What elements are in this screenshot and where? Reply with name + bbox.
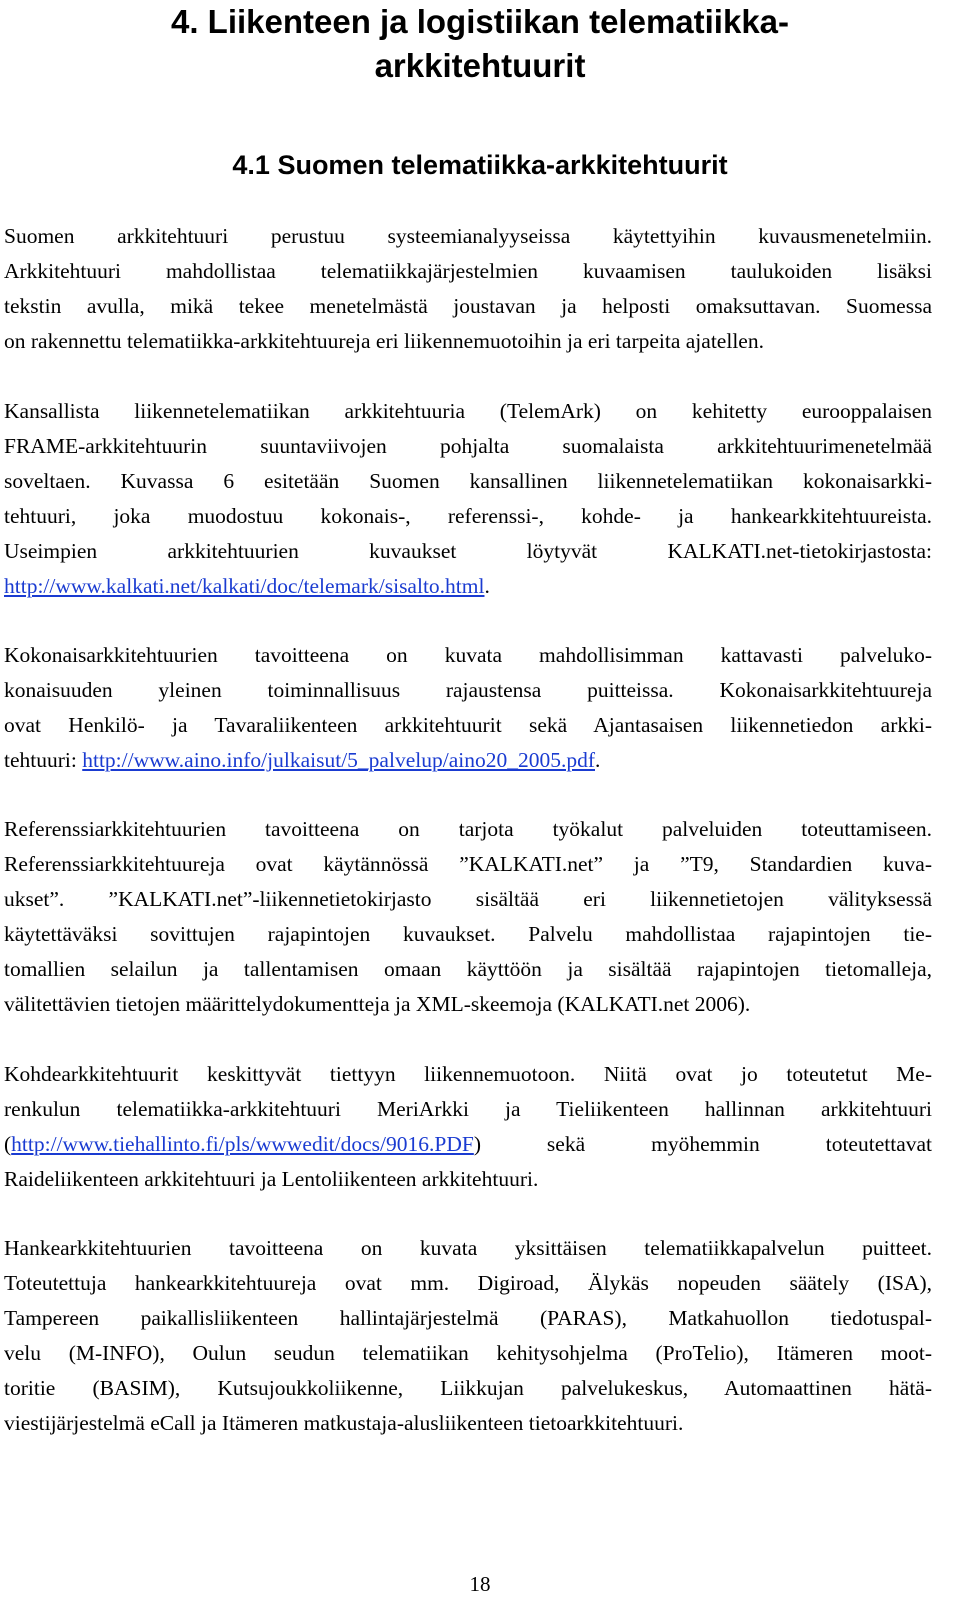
aino-link[interactable]: http://www.aino.info/julkaisut/5_palvelup/aino20_2005.pdf	[82, 748, 595, 772]
text-line	[4, 743, 932, 778]
text-line: käytettäväksi sovittujen rajapintojen kuvaukset. Palvelu mahdollistaa rajapintojen tie-	[4, 922, 932, 946]
paragraph-telemark	[4, 394, 932, 604]
text-line: renkulun telematiikka-arkkitehtuuri MeriArkki ja Tieliikenteen hallinnan arkkitehtuuri	[4, 1097, 932, 1121]
paragraph-target-architecture	[4, 1057, 932, 1197]
text-fragment: .	[595, 748, 601, 772]
text-line: on rakennettu telematiikka-arkkitehtuureja eri liikennemuotoihin ja eri tarpeita ajatellen.	[4, 329, 764, 353]
text-line: konaisuuden yleinen toiminnallisuus rajaustensa puitteissa. Kokonaisarkkitehtuureja	[4, 678, 932, 702]
kalkati-link[interactable]: http://www.kalkati.net/kalkati/doc/telemark/sisalto.html	[4, 574, 485, 598]
text-line	[4, 569, 932, 604]
text-line: soveltaen. Kuvassa 6 esitetään Suomen kansallinen liikennetelematiikan kokonaisarkki-	[4, 469, 932, 493]
text-line: Referenssiarkkitehtuurien tavoitteena on tarjota työkalut palveluiden toteuttamiseen.	[4, 817, 932, 841]
text-line: Kohdearkkitehtuurit keskittyvät tiettyyn liikennemuotoon. Niitä ovat jo toteutetut Me-	[4, 1062, 932, 1086]
paragraph-overall-architecture	[4, 638, 932, 778]
tiehallinto-link[interactable]: http://www.tiehallinto.fi/pls/wwwedit/docs/9016.PDF	[11, 1132, 474, 1156]
text-line: Toteutettuja hankearkkitehtuureja ovat mm. Digiroad, Älykäs nopeuden säätely (ISA),	[4, 1271, 932, 1295]
text-line: Kokonaisarkkitehtuurien tavoitteena on kuvata mahdollisimman kattavasti palveluko-	[4, 643, 932, 667]
text-line: Hankearkkitehtuurien tavoitteena on kuvata yksittäisen telematiikkapalvelun puitteet.	[4, 1236, 932, 1260]
paragraph-intro	[4, 219, 932, 359]
page-number: 18	[469, 1572, 491, 1596]
text-line: viestijärjestelmä eCall ja Itämeren matkustaja-alusliikenteen tietoarkkitehtuuri.	[4, 1411, 684, 1435]
text-line: Tampereen paikallisliikenteen hallintajärjestelmä (PARAS), Matkahuollon tiedotuspal-	[4, 1306, 932, 1330]
text-line: tehtuuri, joka muodostuu kokonais-, referenssi-, kohde- ja hankearkkitehtuureista.	[4, 504, 932, 528]
text-line: Kansallista liikennetelematiikan arkkitehtuuria (TelemArk) on kehitetty eurooppalaisen	[4, 399, 932, 423]
text-line: Useimpien arkkitehtuurien kuvaukset löytyvät KALKATI.net-tietokirjastosta:	[4, 539, 932, 563]
chapter-heading-line-2: arkkitehtuurit	[374, 47, 586, 84]
text-line: ukset”. ”KALKATI.net”-liikennetietokirjasto sisältää eri liikennetietojen välityksessä	[4, 887, 932, 911]
chapter-heading-line-1: 4. Liikenteen ja logistiikan telematiikka-	[170, 3, 790, 40]
text-line: Raideliikenteen arkkitehtuuri ja Lentoliikenteen arkkitehtuuri.	[4, 1167, 539, 1191]
text-line: toritie (BASIM), Kutsujoukkoliikenne, Liikkujan palvelukeskus, Automaattinen hätä-	[4, 1376, 932, 1400]
text-line: tomallien selailun ja tallentamisen omaan käyttöön ja sisältää rajapintojen tietomalleja,	[4, 957, 932, 981]
text-line: FRAME-arkkitehtuurin suuntaviivojen pohjalta suomalaista arkkitehtuurimenetelmää	[4, 434, 932, 458]
text-line	[4, 1127, 932, 1162]
text-line: Suomen arkkitehtuuri perustuu systeemianalyyseissa käytettyihin kuvausmenetelmiin.	[4, 224, 932, 248]
text-line: Referenssiarkkitehtuureja ovat käytännössä ”KALKATI.net” ja ”T9, Standardien kuva-	[4, 852, 932, 876]
text-line: välitettävien tietojen määrittelydokumentteja ja XML-skeemoja (KALKATI.net 2006).	[4, 992, 751, 1016]
text-fragment: ) sekä myöhemmin toteutettavat	[473, 1132, 932, 1156]
text-fragment: .	[484, 574, 490, 598]
text-fragment: tehtuuri:	[4, 748, 83, 772]
paragraph-project-architecture	[4, 1231, 932, 1441]
text-line: tekstin avulla, mikä tekee menetelmästä joustavan ja helposti omaksuttavan. Suomessa	[4, 294, 932, 318]
text-line: ovat Henkilö- ja Tavaraliikenteen arkkitehtuurit sekä Ajantasaisen liikennetiedon arkki-	[4, 713, 932, 737]
text-line: Arkkitehtuuri mahdollistaa telematiikkajärjestelmien kuvaamisen taulukoiden lisäksi	[4, 259, 932, 283]
section-heading: 4.1 Suomen telematiikka-arkkitehtuurit	[232, 150, 728, 180]
chapter-heading	[0, 0, 960, 88]
text-line: velu (M-INFO), Oulun seudun telematiikan kehitysohjelma (ProTelio), Itämeren moot-	[4, 1341, 932, 1365]
text-fragment: (	[4, 1132, 12, 1156]
paragraph-reference-architecture	[4, 812, 932, 1022]
